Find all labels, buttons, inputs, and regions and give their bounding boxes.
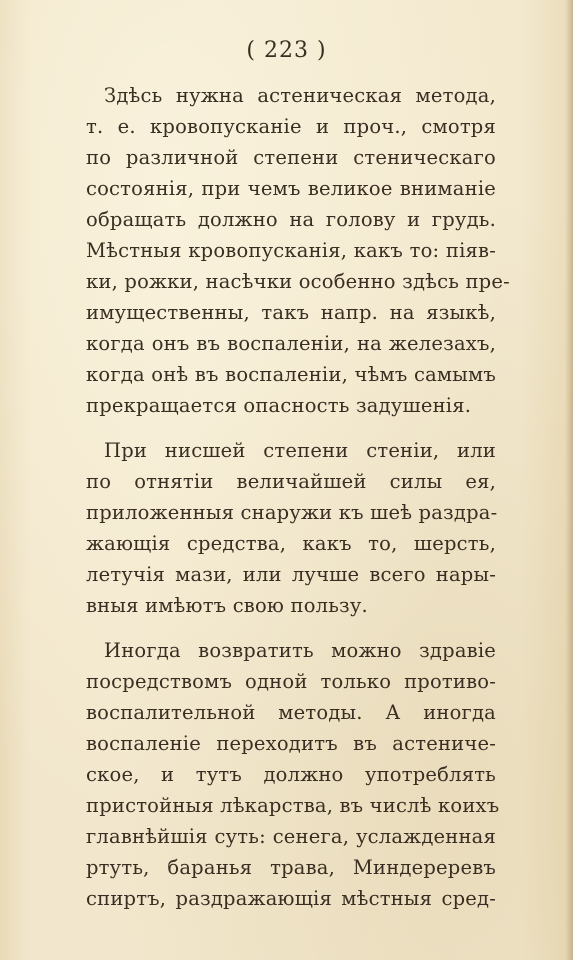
text-line: когда онъ въ воспаленіи, на железахъ, [86, 332, 496, 355]
text-line: вныя имѣютъ свою пользу. [86, 594, 368, 617]
text-line: т. е. кровопусканіе и проч., смотря [86, 115, 496, 138]
text-line: по различной степени стеническаго [86, 146, 496, 169]
text-line: когда онѣ въ воспаленіи, чѣмъ самымъ [86, 363, 496, 386]
text-line: имущественны, такъ напр. на языкѣ, [86, 301, 496, 324]
text-line: воспаленіе переходитъ въ астениче- [86, 732, 496, 755]
text-line: жающія средства, какъ то, шерсть, [86, 532, 496, 555]
text-line: спиртъ, раздражающія мѣстныя сред- [86, 887, 496, 910]
text-line: Иногда возвратить можно здравіе [104, 639, 496, 662]
page-edge-shadow [565, 0, 573, 960]
text-line: прекращается опасность задушенія. [86, 394, 472, 417]
text-line: летучія мази, или лучше всего нары- [86, 563, 496, 586]
text-line: Здѣсь нужна астеническая метода, [104, 84, 496, 107]
text-line: пристойныя лѣкарства, въ числѣ коихъ [86, 794, 500, 817]
text-line: по отнятіи величайшей силы ея, [86, 470, 496, 493]
text-line: состоянія, при чемъ великое вниманіе [86, 177, 496, 200]
text-line: ки, рожки, насѣчки особенно здѣсь пре- [86, 270, 510, 293]
text-line: воспалительной методы. А иногда [86, 701, 496, 724]
text-line: приложенныя снаружи къ шеѣ раздра- [86, 501, 498, 524]
text-line: При нисшей степени стеніи, или [104, 439, 496, 462]
text-line: ртуть, баранья трава, Миндереревъ [86, 856, 496, 879]
paragraph-gap [86, 421, 496, 435]
text-line: обращать должно на голову и грудь. [86, 208, 496, 231]
text-line: ское, и тутъ должно употреблять [86, 763, 496, 786]
text-line: посредствомъ одной только противо- [86, 670, 496, 693]
page-number: ( 223 ) [246, 38, 327, 63]
paragraph-gap [86, 621, 496, 635]
text-line: Мѣстныя кровопусканія, какъ то: піяв- [86, 239, 496, 262]
body-text [86, 80, 510, 914]
text-line: главнѣйшія суть: сенега, услажденная [86, 825, 496, 848]
